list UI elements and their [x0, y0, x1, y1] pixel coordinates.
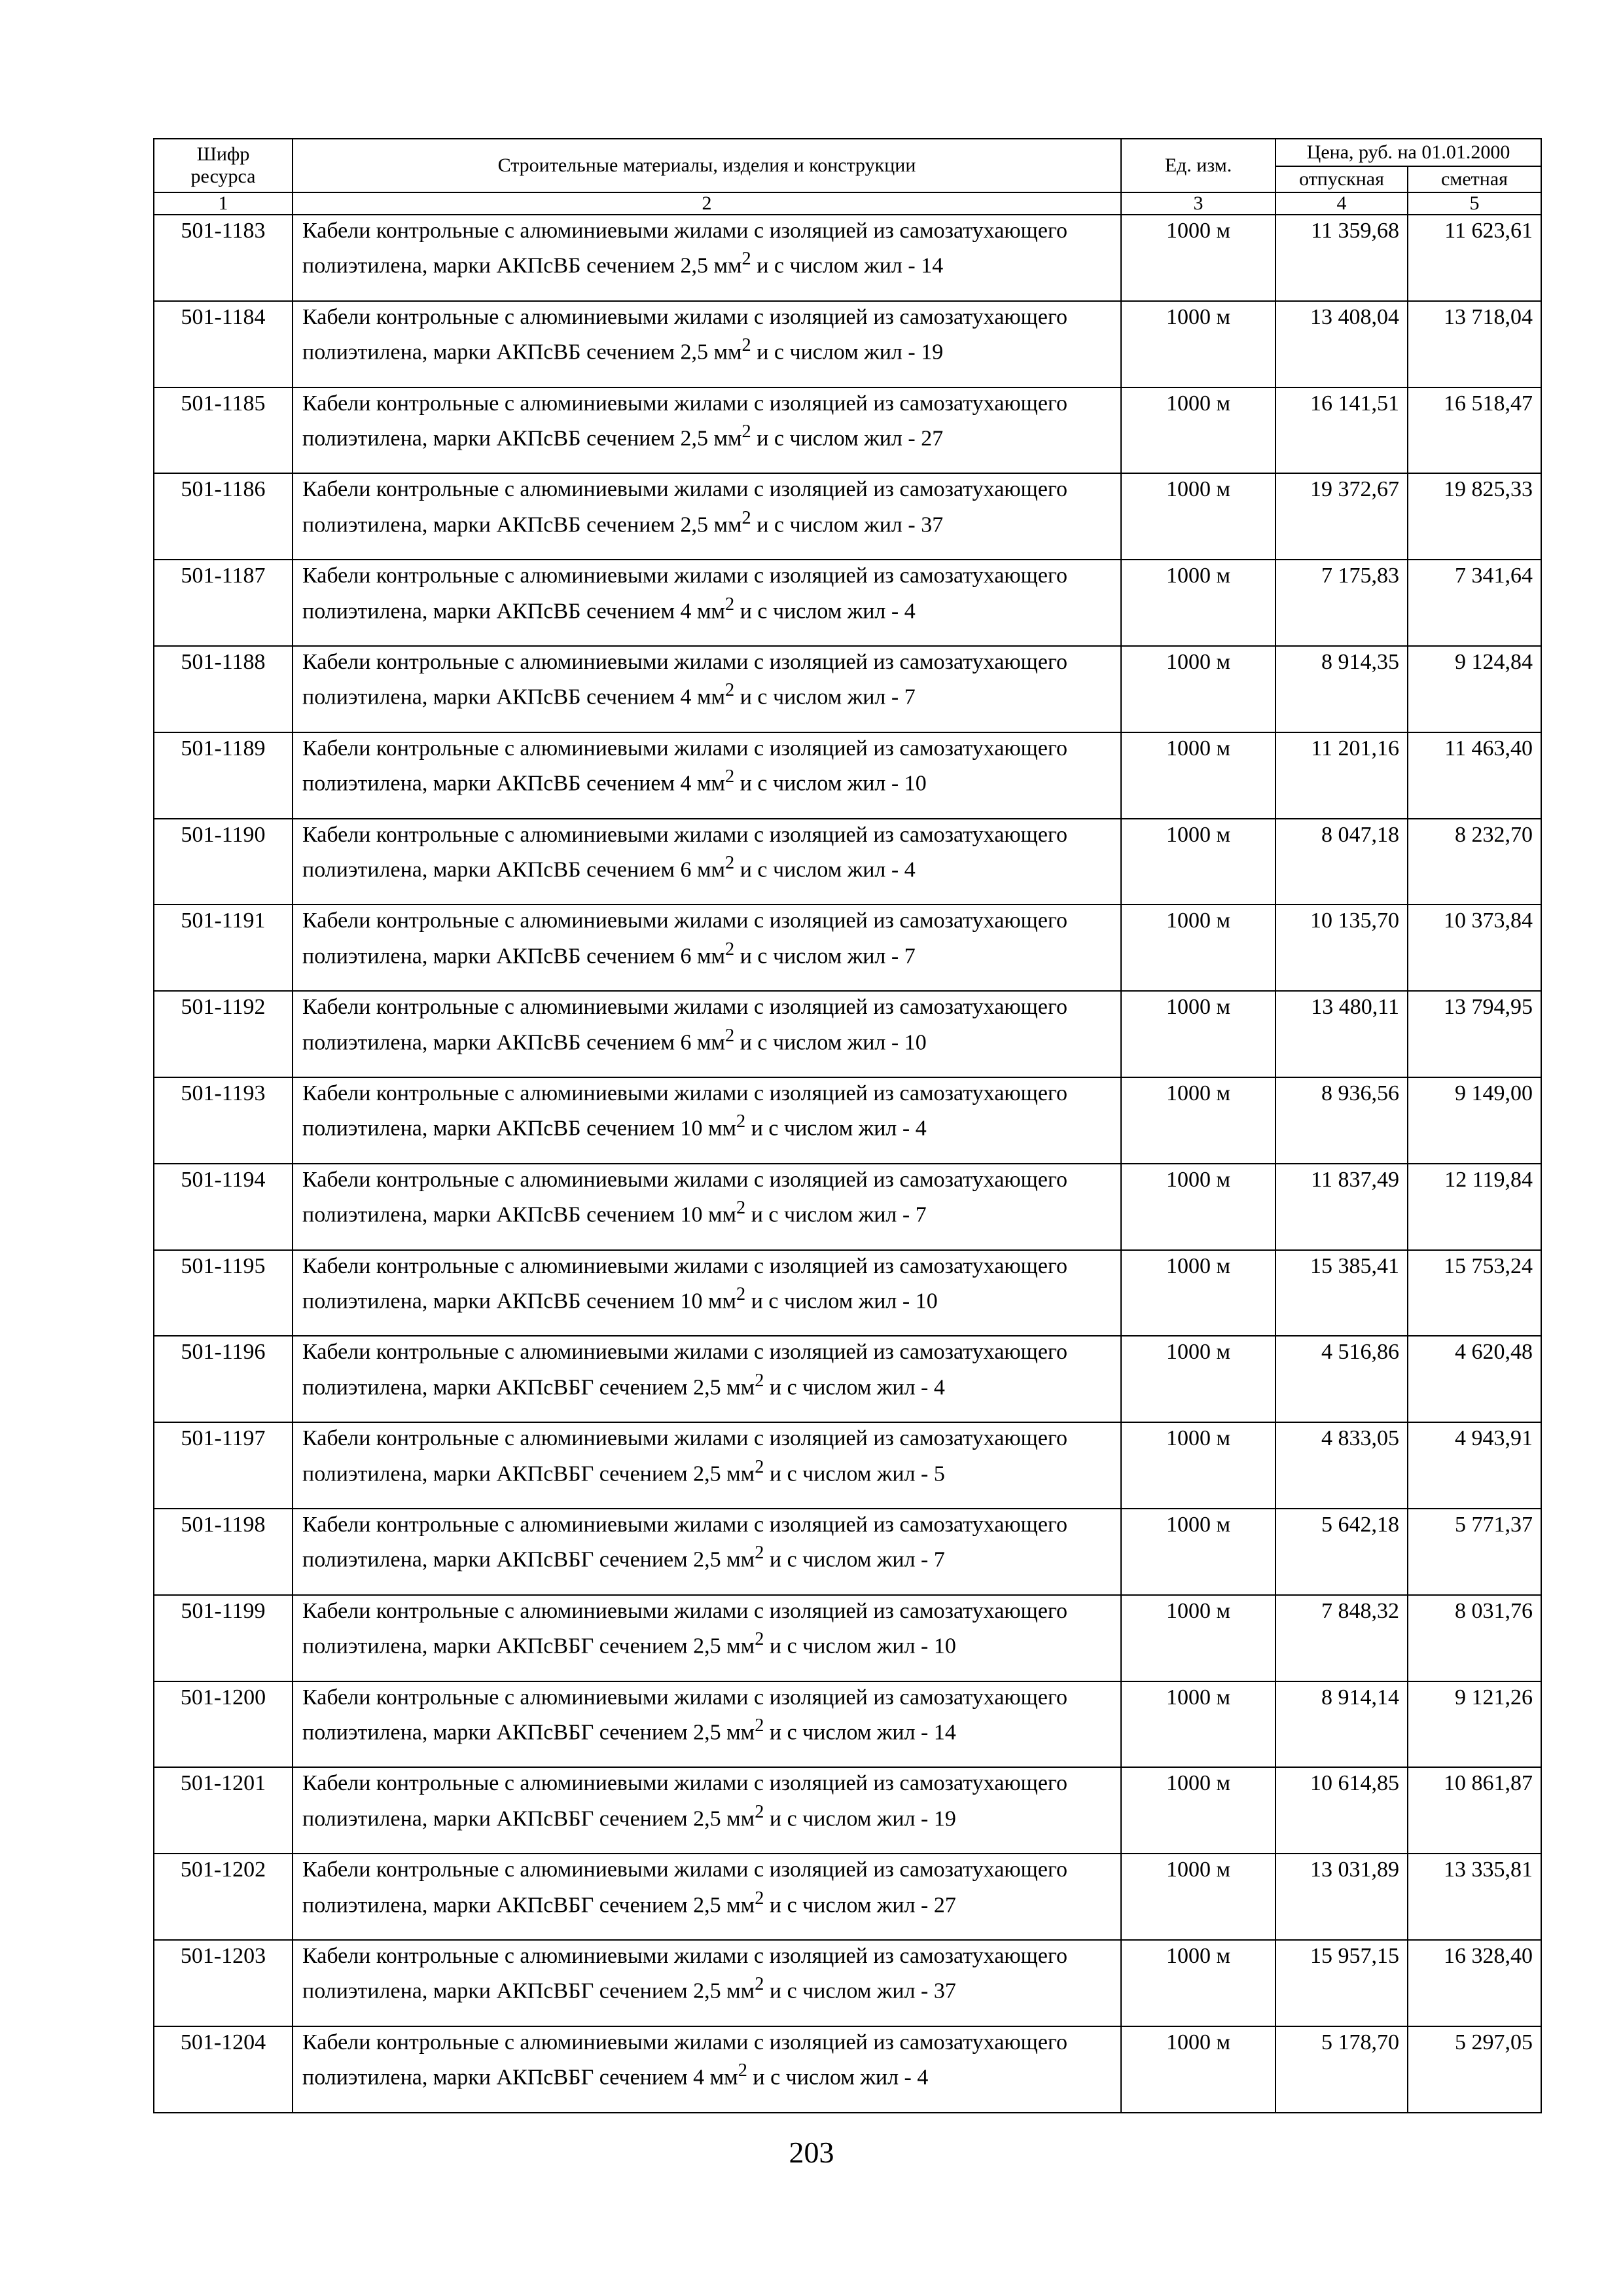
estimate-price: 9 121,26 [1408, 1681, 1541, 1768]
resource-code: 501-1194 [154, 1164, 293, 1250]
release-price: 8 914,14 [1275, 1681, 1408, 1768]
material-description: Кабели контрольные с алюминиевыми жилами с изоляцией из самозатухающего полиэтилена, марки АКПсВБГ сечением 4 $мм^2$ и с числом жил - 4 [293, 2026, 1121, 2113]
release-price: 15 385,41 [1275, 1250, 1408, 1336]
estimate-price: 5 771,37 [1408, 1509, 1541, 1595]
unit: 1000 м [1121, 1164, 1275, 1250]
resource-code: 501-1184 [154, 301, 293, 387]
resource-code: 501-1199 [154, 1595, 293, 1681]
unit: 1000 м [1121, 1509, 1275, 1595]
estimate-price: 8 031,76 [1408, 1595, 1541, 1681]
unit: 1000 м [1121, 2026, 1275, 2113]
table-row [154, 1077, 1541, 1164]
column-number: 2 [293, 192, 1121, 215]
table-row [154, 2026, 1541, 2113]
material-description: Кабели контрольные с алюминиевыми жилами с изоляцией из самозатухающего полиэтилена, марки АКПсВБГ сечением 2,5 $мм^2$ и с числом жил - 7 [293, 1509, 1121, 1595]
unit: 1000 м [1121, 991, 1275, 1077]
estimate-price: 9 124,84 [1408, 646, 1541, 732]
unit: 1000 м [1121, 1336, 1275, 1422]
table-row [154, 1509, 1541, 1595]
table-row [154, 1336, 1541, 1422]
release-price: 15 957,15 [1275, 1940, 1408, 2026]
material-description: Кабели контрольные с алюминиевыми жилами с изоляцией из самозатухающего полиэтилена, марки АКПсВБ сечением 4 $мм^2$ и с числом жил - 10 [293, 732, 1121, 819]
material-description: Кабели контрольные с алюминиевыми жилами с изоляцией из самозатухающего полиэтилена, марки АКПсВБ сечением 6 $мм^2$ и с числом жил - 4 [293, 819, 1121, 905]
resource-code: 501-1200 [154, 1681, 293, 1768]
release-price: 8 047,18 [1275, 819, 1408, 905]
resource-code: 501-1203 [154, 1940, 293, 2026]
resource-code: 501-1195 [154, 1250, 293, 1336]
header-materials: Строительные материалы, изделия и конструкции [293, 139, 1121, 192]
column-number: 1 [154, 192, 293, 215]
material-description: Кабели контрольные с алюминиевыми жилами с изоляцией из самозатухающего полиэтилена, марки АКПсВБГ сечением 2,5 $мм^2$ и с числом жил - 14 [293, 1681, 1121, 1768]
release-price: 4 516,86 [1275, 1336, 1408, 1422]
resource-code: 501-1186 [154, 473, 293, 560]
release-price: 10 614,85 [1275, 1767, 1408, 1854]
resource-code: 501-1183 [154, 215, 293, 301]
resource-code: 501-1197 [154, 1422, 293, 1509]
material-description: Кабели контрольные с алюминиевыми жилами с изоляцией из самозатухающего полиэтилена, марки АКПсВБГ сечением 2,5 $мм^2$ и с числом жил - 4 [293, 1336, 1121, 1422]
header-code: Шифр ресурса [154, 139, 293, 192]
estimate-price: 13 335,81 [1408, 1854, 1541, 1940]
table-row [154, 646, 1541, 732]
material-description: Кабели контрольные с алюминиевыми жилами с изоляцией из самозатухающего полиэтилена, марки АКПсВБ сечением 2,5 $мм^2$ и с числом жил - 14 [293, 215, 1121, 301]
release-price: 19 372,67 [1275, 473, 1408, 560]
release-price: 5 178,70 [1275, 2026, 1408, 2113]
resource-code: 501-1196 [154, 1336, 293, 1422]
release-price: 16 141,51 [1275, 387, 1408, 474]
material-description: Кабели контрольные с алюминиевыми жилами с изоляцией из самозатухающего полиэтилена, марки АКПсВБ сечением 2,5 $мм^2$ и с числом жил - 19 [293, 301, 1121, 387]
estimate-price: 4 943,91 [1408, 1422, 1541, 1509]
release-price: 10 135,70 [1275, 905, 1408, 991]
material-description: Кабели контрольные с алюминиевыми жилами с изоляцией из самозатухающего полиэтилена, марки АКПсВБ сечением 6 $мм^2$ и с числом жил - 10 [293, 991, 1121, 1077]
unit: 1000 м [1121, 905, 1275, 991]
table-row [154, 732, 1541, 819]
estimate-price: 16 328,40 [1408, 1940, 1541, 2026]
release-price: 13 408,04 [1275, 301, 1408, 387]
unit: 1000 м [1121, 1077, 1275, 1164]
unit: 1000 м [1121, 1681, 1275, 1768]
table-row [154, 473, 1541, 560]
estimate-price: 16 518,47 [1408, 387, 1541, 474]
table-row [154, 560, 1541, 646]
resource-code: 501-1192 [154, 991, 293, 1077]
table-row [154, 387, 1541, 474]
estimate-price: 13 794,95 [1408, 991, 1541, 1077]
material-description: Кабели контрольные с алюминиевыми жилами с изоляцией из самозатухающего полиэтилена, марки АКПсВБ сечением 2,5 $мм^2$ и с числом жил - 27 [293, 387, 1121, 474]
resource-code: 501-1201 [154, 1767, 293, 1854]
release-price: 8 936,56 [1275, 1077, 1408, 1164]
table-row [154, 215, 1541, 301]
material-description: Кабели контрольные с алюминиевыми жилами с изоляцией из самозатухающего полиэтилена, марки АКПсВБ сечением 10 $мм^2$ и с числом жил - 10 [293, 1250, 1121, 1336]
unit: 1000 м [1121, 387, 1275, 474]
resource-code: 501-1190 [154, 819, 293, 905]
unit: 1000 м [1121, 732, 1275, 819]
unit: 1000 м [1121, 301, 1275, 387]
unit: 1000 м [1121, 560, 1275, 646]
material-description: Кабели контрольные с алюминиевыми жилами с изоляцией из самозатухающего полиэтилена, марки АКПсВБ сечением 4 $мм^2$ и с числом жил - 4 [293, 560, 1121, 646]
table-row [154, 1681, 1541, 1768]
release-price: 7 848,32 [1275, 1595, 1408, 1681]
resource-code: 501-1185 [154, 387, 293, 474]
estimate-price: 12 119,84 [1408, 1164, 1541, 1250]
table-row [154, 991, 1541, 1077]
estimate-price: 10 861,87 [1408, 1767, 1541, 1854]
estimate-price: 7 341,64 [1408, 560, 1541, 646]
resource-code: 501-1188 [154, 646, 293, 732]
estimate-price: 19 825,33 [1408, 473, 1541, 560]
material-description: Кабели контрольные с алюминиевыми жилами с изоляцией из самозатухающего полиэтилена, марки АКПсВБГ сечением 2,5 $мм^2$ и с числом жил - 10 [293, 1595, 1121, 1681]
unit: 1000 м [1121, 819, 1275, 905]
unit: 1000 м [1121, 215, 1275, 301]
table-body [154, 215, 1541, 2113]
column-number: 4 [1275, 192, 1408, 215]
price-table [153, 138, 1542, 2113]
material-description: Кабели контрольные с алюминиевыми жилами с изоляцией из самозатухающего полиэтилена, марки АКПсВБГ сечением 2,5 $мм^2$ и с числом жил - 27 [293, 1854, 1121, 1940]
unit: 1000 м [1121, 1250, 1275, 1336]
unit: 1000 м [1121, 1767, 1275, 1854]
estimate-price: 4 620,48 [1408, 1336, 1541, 1422]
material-description: Кабели контрольные с алюминиевыми жилами с изоляцией из самозатухающего полиэтилена, марки АКПсВБ сечением 4 $мм^2$ и с числом жил - 7 [293, 646, 1121, 732]
resource-code: 501-1187 [154, 560, 293, 646]
unit: 1000 м [1121, 646, 1275, 732]
table-row [154, 1422, 1541, 1509]
estimate-price: 8 232,70 [1408, 819, 1541, 905]
release-price: 13 480,11 [1275, 991, 1408, 1077]
header-unit: Ед. изм. [1121, 139, 1275, 192]
material-description: Кабели контрольные с алюминиевыми жилами с изоляцией из самозатухающего полиэтилена, марки АКПсВБГ сечением 2,5 $мм^2$ и с числом жил - 5 [293, 1422, 1121, 1509]
table-row [154, 1250, 1541, 1336]
estimate-price: 5 297,05 [1408, 2026, 1541, 2113]
estimate-price: 15 753,24 [1408, 1250, 1541, 1336]
release-price: 5 642,18 [1275, 1509, 1408, 1595]
release-price: 8 914,35 [1275, 646, 1408, 732]
unit: 1000 м [1121, 1422, 1275, 1509]
material-description: Кабели контрольные с алюминиевыми жилами с изоляцией из самозатухающего полиэтилена, марки АКПсВБГ сечением 2,5 $мм^2$ и с числом жил - 19 [293, 1767, 1121, 1854]
release-price: 13 031,89 [1275, 1854, 1408, 1940]
header-estimate-price: сметная [1408, 166, 1541, 192]
table-row [154, 1940, 1541, 2026]
resource-code: 501-1198 [154, 1509, 293, 1595]
header-price: Цена, руб. на 01.01.2000 [1275, 139, 1541, 166]
release-price: 7 175,83 [1275, 560, 1408, 646]
release-price: 11 837,49 [1275, 1164, 1408, 1250]
resource-code: 501-1204 [154, 2026, 293, 2113]
material-description: Кабели контрольные с алюминиевыми жилами с изоляцией из самозатухающего полиэтилена, марки АКПсВБ сечением 6 $мм^2$ и с числом жил - 7 [293, 905, 1121, 991]
resource-code: 501-1191 [154, 905, 293, 991]
material-description: Кабели контрольные с алюминиевыми жилами с изоляцией из самозатухающего полиэтилена, марки АКПсВБГ сечением 2,5 $мм^2$ и с числом жил - 37 [293, 1940, 1121, 2026]
material-description: Кабели контрольные с алюминиевыми жилами с изоляцией из самозатухающего полиэтилена, марки АКПсВБ сечением 2,5 $мм^2$ и с числом жил - 37 [293, 473, 1121, 560]
resource-code: 501-1189 [154, 732, 293, 819]
column-number: 3 [1121, 192, 1275, 215]
table-row [154, 1595, 1541, 1681]
unit: 1000 м [1121, 1854, 1275, 1940]
resource-code: 501-1193 [154, 1077, 293, 1164]
table-row [154, 819, 1541, 905]
column-number: 5 [1408, 192, 1541, 215]
release-price: 4 833,05 [1275, 1422, 1408, 1509]
table-row [154, 301, 1541, 387]
table-row [154, 1767, 1541, 1854]
resource-code: 501-1202 [154, 1854, 293, 1940]
header-release-price: отпускная [1275, 166, 1408, 192]
unit: 1000 м [1121, 1940, 1275, 2026]
table-header [154, 139, 1541, 215]
table-row [154, 1854, 1541, 1940]
table-row [154, 1164, 1541, 1250]
estimate-price: 11 623,61 [1408, 215, 1541, 301]
estimate-price: 13 718,04 [1408, 301, 1541, 387]
estimate-price: 9 149,00 [1408, 1077, 1541, 1164]
table-row [154, 905, 1541, 991]
unit: 1000 м [1121, 473, 1275, 560]
page-number: 203 [789, 2136, 834, 2169]
estimate-price: 11 463,40 [1408, 732, 1541, 819]
estimate-price: 10 373,84 [1408, 905, 1541, 991]
material-description: Кабели контрольные с алюминиевыми жилами с изоляцией из самозатухающего полиэтилена, марки АКПсВБ сечением 10 $мм^2$ и с числом жил - 7 [293, 1164, 1121, 1250]
unit: 1000 м [1121, 1595, 1275, 1681]
material-description: Кабели контрольные с алюминиевыми жилами с изоляцией из самозатухающего полиэтилена, марки АКПсВБ сечением 10 $мм^2$ и с числом жил - 4 [293, 1077, 1121, 1164]
release-price: 11 359,68 [1275, 215, 1408, 301]
release-price: 11 201,16 [1275, 732, 1408, 819]
